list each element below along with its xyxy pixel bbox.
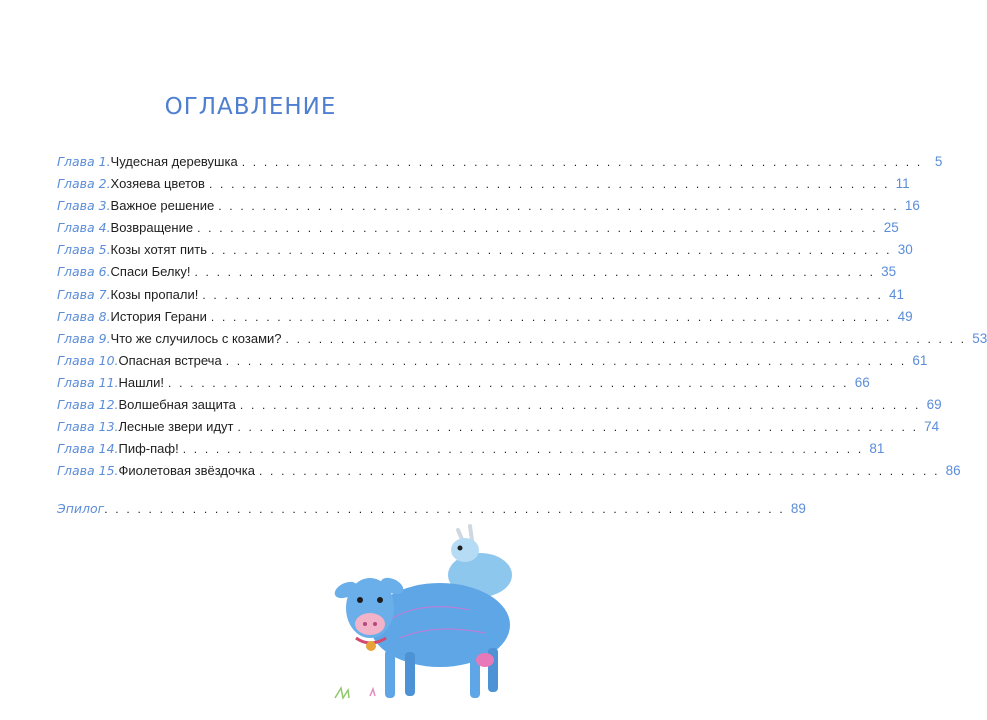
chapter-label: Глава 4. — [57, 220, 111, 236]
chapter-label: Глава 9. — [57, 330, 111, 346]
chapter-title: Спаси Белку! — [110, 264, 191, 280]
toc-row[interactable] — [57, 239, 913, 261]
leader-dots: . . . . . . . . . . . . . . . . . . . . . . . . . . . . . . . . . . . . . . . . . . . . . . . . . . . . . . . . . . . . . . — [239, 398, 921, 413]
chapter-label: Глава 8. — [57, 308, 111, 324]
chapter-label: Глава 10. — [57, 352, 119, 368]
chapter-label: Глава 6. — [57, 264, 111, 280]
goats-illustration-icon — [330, 520, 501, 720]
page-number: 89 — [790, 501, 806, 517]
table-of-contents — [57, 151, 987, 521]
page-number: 81 — [869, 441, 885, 457]
leader-dots: . . . . . . . . . . . . . . . . . . . . . . . . . . . . . . . . . . . . . . . . . . . . . . . . . . . . . . . . . . . . . . — [211, 243, 892, 258]
chapter-title: Нашли! — [118, 374, 165, 390]
toc-row[interactable] — [57, 151, 943, 173]
toc-row[interactable] — [57, 284, 905, 306]
chapter-title: Волшебная защита — [118, 397, 236, 413]
chapter-label: Эпилог — [57, 501, 105, 517]
leader-dots: . . . . . . . . . . . . . . . . . . . . . . . . . . . . . . . . . . . . . . . . . . . . . . . . . . . . . . . . . . . . . . — [285, 331, 967, 346]
toc-row[interactable] — [57, 416, 940, 438]
toc-row[interactable] — [57, 438, 885, 460]
chapter-label: Глава 13. — [57, 419, 119, 435]
chapter-title: Хозяева цветов — [110, 176, 205, 192]
page-number: 61 — [912, 352, 928, 368]
chapter-title: Фиолетовая звёздочка — [118, 463, 255, 479]
chapter-title: Опасная встреча — [118, 352, 222, 368]
toc-row[interactable] — [57, 195, 920, 217]
chapter-label: Глава 5. — [57, 242, 111, 258]
toc-row[interactable] — [57, 217, 899, 239]
chapter-title: Козы пропали! — [110, 286, 199, 302]
page-number: 66 — [854, 374, 870, 390]
page-number: 25 — [883, 220, 899, 236]
chapter-title: Чудесная деревушка — [110, 154, 238, 169]
chapter-label: Глава 15. — [57, 463, 119, 479]
leader-dots: . . . . . . . . . . . . . . . . . . . . . . . . . . . . . . . . . . . . . . . . . . . . . . . . . . . . . . . . . . . . . . — [104, 502, 785, 517]
chapter-title: История Герани — [110, 308, 207, 324]
page-number: 35 — [881, 264, 897, 280]
chapter-label: Глава 3. — [57, 198, 111, 214]
chapter-label: Глава 12. — [57, 397, 119, 413]
page-number: 86 — [945, 463, 961, 479]
page-title: ОГЛАВЛЕНИЕ — [164, 94, 337, 120]
leader-dots: . . . . . . . . . . . . . . . . . . . . . . . . . . . . . . . . . . . . . . . . . . . . . . . . . . . . . . . . . . . . . . — [168, 375, 849, 390]
chapter-title: Козы хотят пить — [110, 242, 208, 258]
chapter-title: Лесные звери идут — [118, 419, 234, 435]
toc-epilogue-row[interactable] — [57, 498, 806, 520]
toc-row[interactable] — [57, 306, 913, 328]
leader-dots: . . . . . . . . . . . . . . . . . . . . . . . . . . . . . . . . . . . . . . . . . . . . . . . . . . . . . . . . . . . . . . — [208, 177, 890, 192]
chapter-label: Глава 14. — [57, 441, 119, 457]
chapter-label: Глава 2. — [57, 176, 111, 192]
leader-dots: . . . . . . . . . . . . . . . . . . . . . . . . . . . . . . . . . . . . . . . . . . . . . . . . . . . . . . . . . . . . . . — [182, 442, 864, 457]
page-number: 30 — [897, 242, 913, 258]
toc-row[interactable] — [57, 460, 961, 482]
page-number: 49 — [897, 308, 913, 324]
chapter-label: Глава 7. — [57, 286, 111, 302]
leader-dots: . . . . . . . . . . . . . . . . . . . . . . . . . . . . . . . . . . . . . . . . . . . . . . . . . . . . . . . . . . . . . . — [225, 353, 907, 368]
chapter-title: Пиф-паф! — [118, 441, 179, 457]
chapter-label: Глава 1. — [57, 154, 111, 169]
toc-row[interactable] — [57, 372, 870, 394]
page-number: 69 — [926, 397, 942, 413]
leader-dots: . . . . . . . . . . . . . . . . . . . . . . . . . . . . . . . . . . . . . . . . . . . . . . . . . . . . . . . . . . . . . . — [241, 155, 923, 169]
chapter-title: Возвращение — [110, 220, 194, 236]
leader-dots: . . . . . . . . . . . . . . . . . . . . . . . . . . . . . . . . . . . . . . . . . . . . . . . . . . . . . . . . . . . . . . — [218, 199, 899, 214]
toc-row[interactable] — [57, 394, 942, 416]
toc-row[interactable] — [57, 173, 910, 195]
toc-row[interactable] — [57, 350, 928, 372]
toc-row[interactable] — [57, 261, 897, 283]
page-number: 74 — [924, 419, 940, 435]
chapter-title: Важное решение — [110, 198, 215, 214]
page-number: 41 — [889, 286, 905, 302]
leader-dots: . . . . . . . . . . . . . . . . . . . . . . . . . . . . . . . . . . . . . . . . . . . . . . . . . . . . . . . . . . . . . . — [210, 309, 892, 324]
page-number: 16 — [904, 198, 920, 214]
leader-dots: . . . . . . . . . . . . . . . . . . . . . . . . . . . . . . . . . . . . . . . . . . . . . . . . . . . . . . . . . . . . . . — [237, 420, 919, 435]
page-number: 11 — [895, 176, 910, 192]
chapter-label: Глава 11. — [57, 374, 119, 390]
toc-row[interactable] — [57, 328, 987, 350]
leader-dots: . . . . . . . . . . . . . . . . . . . . . . . . . . . . . . . . . . . . . . . . . . . . . . . . . . . . . . . . . . . . . . — [194, 265, 876, 280]
chapter-title: Что же случилось с козами? — [110, 330, 282, 346]
page-number: 5 — [934, 154, 943, 169]
leader-dots: . . . . . . . . . . . . . . . . . . . . . . . . . . . . . . . . . . . . . . . . . . . . . . . . . . . . . . . . . . . . . . — [202, 287, 884, 302]
page-number: 53 — [972, 330, 987, 346]
leader-dots: . . . . . . . . . . . . . . . . . . . . . . . . . . . . . . . . . . . . . . . . . . . . . . . . . . . . . . . . . . . . . . — [197, 221, 878, 236]
leader-dots: . . . . . . . . . . . . . . . . . . . . . . . . . . . . . . . . . . . . . . . . . . . . . . . . . . . . . . . . . . . . . . — [258, 464, 940, 479]
